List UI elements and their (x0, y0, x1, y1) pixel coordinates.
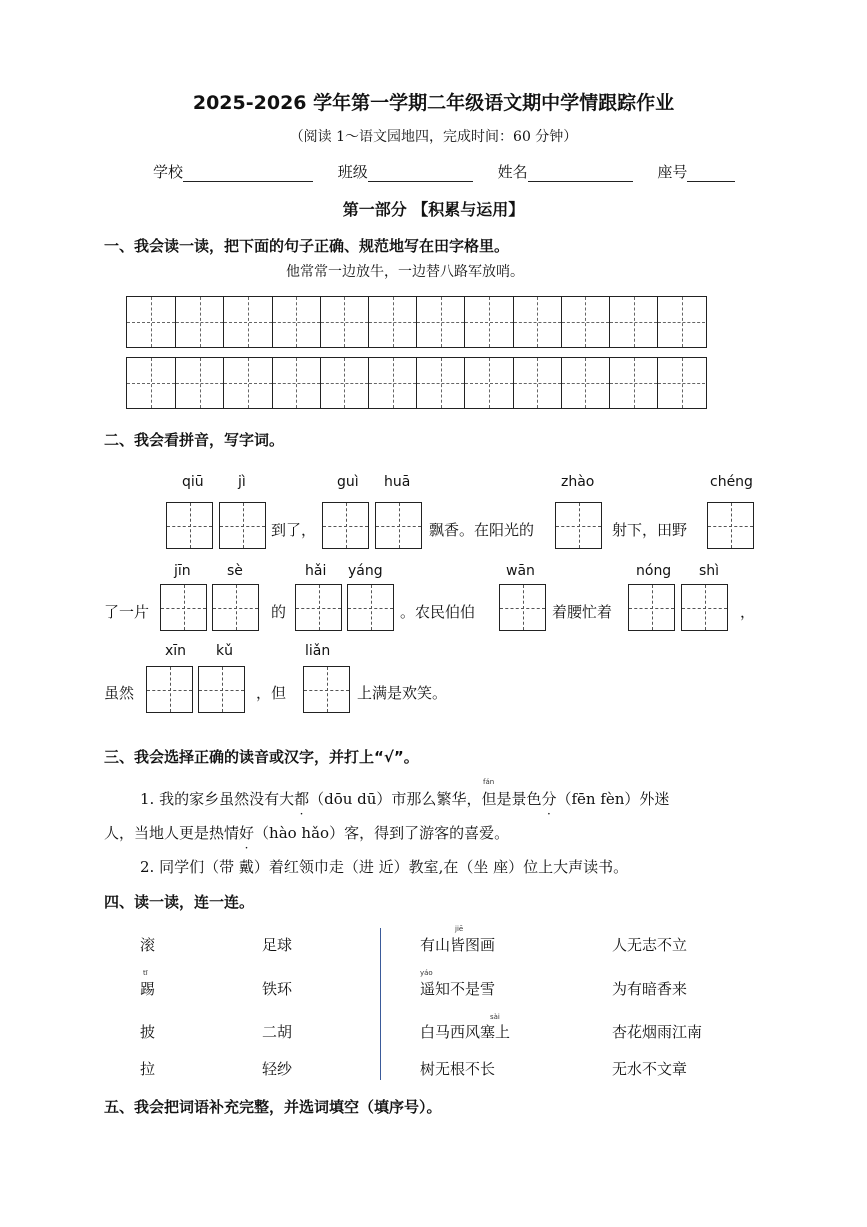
answer-box[interactable] (707, 502, 754, 549)
marked-char: 繁 (436, 790, 452, 808)
q1-sentence: 他常常一边放牛，一边替八路军放哨。 (286, 264, 524, 280)
match-item[interactable]: 树无根不长 (420, 1060, 496, 1078)
answer-box[interactable] (160, 584, 207, 631)
marked-char: 分 (541, 790, 557, 808)
ruby-yao: yáo (420, 969, 433, 977)
divider-line (380, 928, 381, 1080)
grid-cell[interactable] (272, 297, 320, 347)
part-heading: 第一部分 【积累与运用】 (342, 200, 525, 219)
pinyin: zhào (561, 474, 595, 490)
q2-text: 着腰忙着 (552, 603, 613, 621)
answer-box[interactable] (198, 666, 245, 713)
q2-text: 到了， (271, 521, 317, 539)
grid-cell[interactable] (513, 358, 561, 408)
grid-cell[interactable] (320, 297, 368, 347)
answer-box[interactable] (295, 584, 342, 631)
match-item[interactable]: 滚 (140, 936, 156, 954)
school-label: 学校 (153, 163, 184, 181)
seat-field[interactable] (687, 165, 735, 182)
answer-box[interactable] (681, 584, 728, 631)
grid-cell[interactable] (272, 358, 320, 408)
match-item[interactable]: 遥知不是雪 (420, 980, 496, 998)
answer-box[interactable] (322, 502, 369, 549)
grid-cell[interactable] (657, 297, 705, 347)
grid-cell[interactable] (320, 358, 368, 408)
pinyin: guì (337, 474, 359, 490)
match-item[interactable]: 二胡 (262, 1023, 293, 1041)
pinyin: kǔ (216, 643, 233, 659)
q3-text: 1. 我的家乡虽然没有大 (140, 790, 295, 808)
pinyin: xīn (165, 643, 187, 659)
page-title: 2025-2026 学年第一学期二年级语文期中学情跟踪作业 (192, 92, 675, 114)
name-field[interactable] (528, 165, 633, 182)
match-item[interactable]: 披 (140, 1023, 156, 1041)
match-item[interactable]: 有山皆图画 (420, 936, 496, 954)
match-item[interactable]: 白马西风塞上 (420, 1023, 511, 1041)
grid-cell[interactable] (513, 297, 561, 347)
class-label: 班级 (337, 163, 368, 181)
match-item[interactable]: 无水不文章 (612, 1060, 688, 1078)
grid-cell[interactable] (609, 358, 657, 408)
pinyin: sè (227, 563, 243, 579)
q3-text: （dōu dū）市那么 (309, 790, 437, 808)
pinyin: shì (699, 563, 720, 579)
ruby-jie: jiē (455, 925, 464, 933)
q3-heading: 三、我会选择正确的读音或汉字，并打上“√”。 (104, 748, 419, 766)
pinyin: chéng (710, 474, 753, 490)
answer-box[interactable] (219, 502, 266, 549)
answer-box[interactable] (303, 666, 350, 713)
q3-line-3: 2. 同学们（带 戴）着红领巾走（进 近）教室,在（坐 座）位上大声读书。 (140, 858, 629, 876)
grid-cell[interactable] (464, 297, 512, 347)
match-item[interactable]: 轻纱 (262, 1060, 293, 1078)
pinyin: huā (384, 474, 411, 490)
pinyin: jīn (174, 563, 191, 579)
match-item[interactable]: 踢 (140, 980, 156, 998)
q3-text: 人，当地人更是热情 (104, 824, 240, 842)
q2-text: 射下，田野 (612, 521, 688, 539)
grid-cell[interactable] (561, 358, 609, 408)
pinyin: hǎi (305, 563, 327, 579)
grid-cell[interactable] (609, 297, 657, 347)
pinyin: qiū (182, 474, 204, 490)
grid-cell[interactable] (368, 358, 416, 408)
match-item[interactable]: 铁环 (262, 980, 293, 998)
q2-text: 了一片 (104, 603, 150, 621)
answer-box[interactable] (212, 584, 259, 631)
pinyin: liǎn (305, 643, 331, 659)
match-item[interactable]: 人无志不立 (612, 936, 688, 954)
answer-box[interactable] (499, 584, 546, 631)
ruby-fan: fán (483, 778, 495, 786)
grid-cell[interactable] (175, 358, 223, 408)
grid-cell[interactable] (223, 297, 271, 347)
seat-label: 座号 (657, 163, 688, 181)
school-field[interactable] (183, 165, 313, 182)
grid-cell[interactable] (175, 297, 223, 347)
grid-cell[interactable] (127, 358, 175, 408)
answer-box[interactable] (146, 666, 193, 713)
q2-text: 虽然 (104, 684, 135, 702)
q1-heading: 一、我会读一读，把下面的句子正确、规范地写在田字格里。 (104, 237, 510, 255)
name-label: 姓名 (497, 163, 528, 181)
q3-text: （hào hǎo）客，得到了游客的喜爱。 (254, 824, 510, 842)
grid-cell[interactable] (223, 358, 271, 408)
answer-box[interactable] (628, 584, 675, 631)
pinyin: nóng (636, 563, 672, 579)
q2-heading: 二、我会看拼音，写字词。 (104, 431, 285, 449)
answer-box[interactable] (555, 502, 602, 549)
q3-text: 华，但是景色 (451, 790, 542, 808)
writing-grid-1[interactable] (126, 296, 707, 348)
match-item[interactable]: 足球 (262, 936, 293, 954)
grid-cell[interactable] (368, 297, 416, 347)
page-subtitle: （阅读 1～语文园地四，完成时间：60 分钟） (289, 129, 578, 145)
q2-text: ， (740, 603, 756, 621)
grid-cell[interactable] (416, 358, 464, 408)
student-info-row (153, 161, 735, 182)
q3-text: （fēn fèn）外迷 (556, 790, 670, 808)
grid-cell[interactable] (416, 297, 464, 347)
answer-box[interactable] (347, 584, 394, 631)
pinyin: jì (238, 474, 246, 490)
q5-heading: 五、我会把词语补充完整，并选词填空（填序号）。 (104, 1098, 442, 1116)
grid-cell[interactable] (561, 297, 609, 347)
answer-box[interactable] (166, 502, 213, 549)
q2-text: 的 (271, 603, 287, 621)
match-item[interactable]: 为有暗香来 (612, 980, 688, 998)
match-item[interactable]: 杏花烟雨江南 (612, 1023, 703, 1041)
q3-line-1 (140, 788, 669, 809)
class-field[interactable] (368, 165, 473, 182)
q2-text: 上满是欢笑。 (357, 684, 448, 702)
q2-text: 。农民伯伯 (400, 603, 476, 621)
pinyin: wān (506, 563, 535, 579)
answer-box[interactable] (375, 502, 422, 549)
writing-grid-2[interactable] (126, 357, 707, 409)
grid-cell[interactable] (464, 358, 512, 408)
grid-cell[interactable] (657, 358, 705, 408)
q2-text: ，但 (256, 684, 287, 702)
pinyin: yáng (348, 563, 383, 579)
q4-heading: 四、读一读，连一连。 (104, 893, 255, 911)
marked-char: 好 (239, 824, 255, 842)
match-item[interactable]: 拉 (140, 1060, 156, 1078)
q2-text: 飘香。在阳光的 (429, 521, 535, 539)
ruby-sai: sài (490, 1013, 500, 1021)
q3-line-2 (104, 822, 509, 843)
grid-cell[interactable] (127, 297, 175, 347)
marked-char: 都 (294, 790, 310, 808)
ruby-ti: tī (143, 969, 148, 977)
